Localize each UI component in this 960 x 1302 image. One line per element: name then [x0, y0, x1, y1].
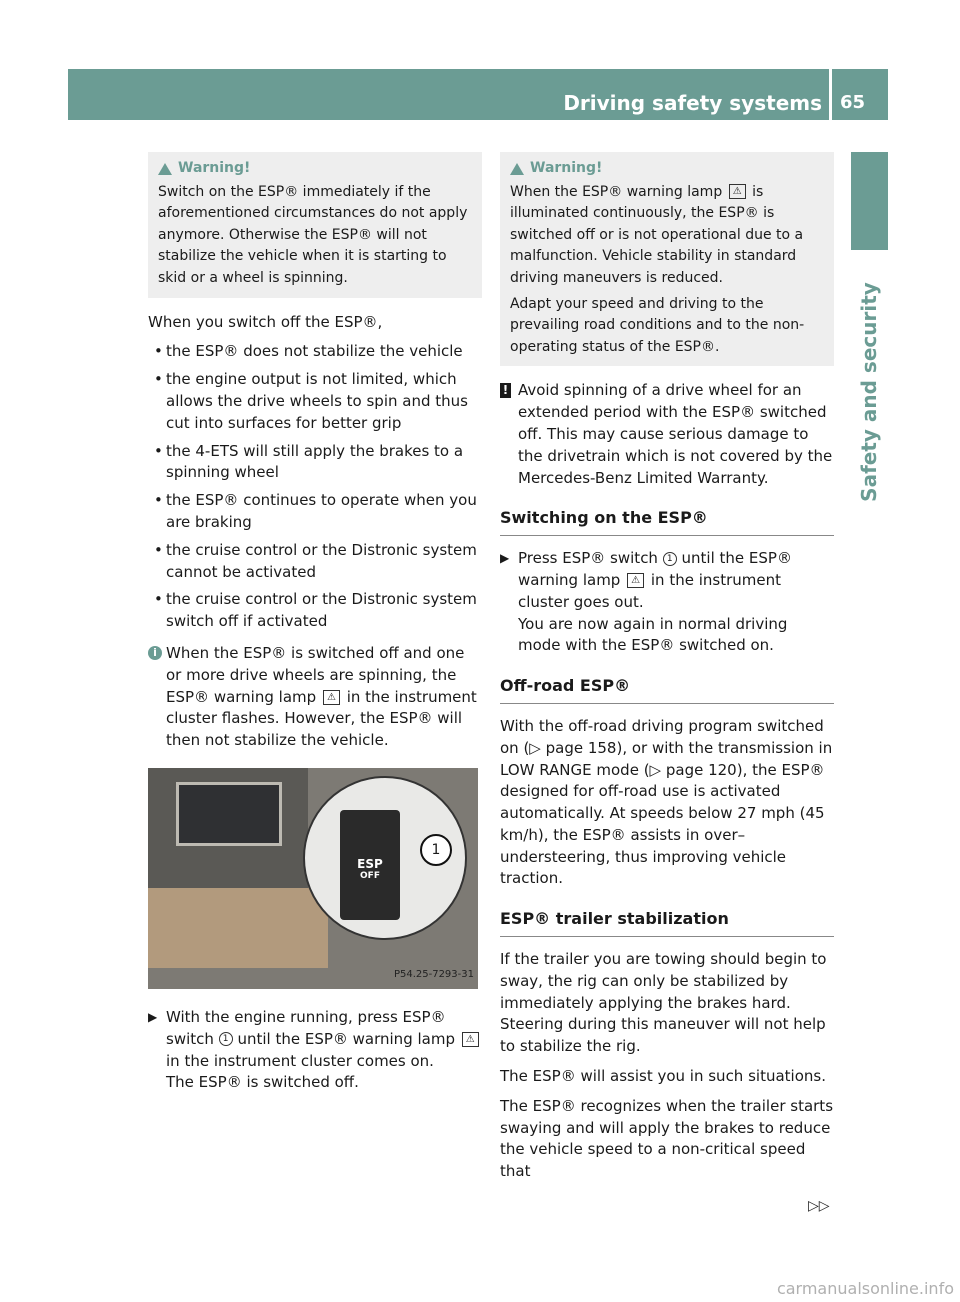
- list-item: • the cruise control or the Distronic system switch off if activated: [154, 590, 477, 631]
- warning-text-b: is illuminated continuously, the ESP® is switched off or is not operational due to a malfunction. Vehicle stability in standard driving maneuvers is reduced.: [510, 183, 804, 286]
- info-note: [148, 643, 482, 752]
- list-item: • the ESP® continues to operate when you are braking: [154, 491, 477, 531]
- step-text-cont: until the ESP® warning lamp: [518, 549, 792, 589]
- skid-warning-icon: ⚠: [729, 184, 746, 199]
- trailer-paragraph: If the trailer you are towing should begin to sway, the rig can only be stabilized by immediately applying the brakes hard. Steering during this maneuver will not help to stabilize the rig.: [500, 950, 827, 1056]
- list-item-text: the ESP® does not stabilize the vehicle: [166, 342, 463, 361]
- step-arrow-icon: ▶: [500, 551, 510, 566]
- list-item: • the engine output is not limited, which allows the drive wheels to spin and thus cut into surfaces for better grip: [154, 370, 468, 432]
- heading-switch-on: Switching on the ESP®: [500, 507, 834, 536]
- step-result: You are now again in normal driving mode with the ESP® switched on.: [518, 614, 788, 655]
- warning-text-2: Adapt your speed and driving to the prevailing road conditions and to the non-operating status of the ESP®.: [510, 295, 805, 355]
- intro-text: When you switch off the ESP®,: [148, 312, 383, 331]
- side-label: [851, 252, 888, 532]
- skid-warning-icon: ⚠: [323, 690, 340, 705]
- callout-1-icon: 1: [219, 1032, 233, 1046]
- warning-heading: [158, 158, 472, 180]
- warning-heading: [510, 158, 824, 180]
- esp-switch-photo: [148, 768, 478, 989]
- list-item-text: the 4-ETS will still apply the brakes to a spinning wheel: [166, 441, 464, 482]
- esp-key-label: [353, 858, 387, 882]
- watermark: carmanualsonline.info: [776, 1279, 954, 1298]
- warning-triangle-icon: [158, 163, 172, 175]
- info-icon: i: [148, 646, 162, 660]
- heading-offroad: Off-road ESP®: [500, 675, 834, 704]
- warning-title: Warning!: [178, 160, 251, 176]
- skid-warning-icon: ⚠: [462, 1032, 479, 1047]
- callout-1: 1: [420, 834, 452, 866]
- exclamation-icon: !: [500, 383, 511, 398]
- photo-code: P54.25-7293-31: [393, 969, 474, 981]
- list-item: • the 4-ETS will still apply the brakes to a spinning wheel: [154, 441, 464, 482]
- note-text: Avoid spinning of a drive wheel for an extended period with the ESP® switched off. This may cause serious damage to the drivetrain which is not covered by the Mercedes-Benz Limited Warranty.: [518, 381, 833, 487]
- side-tab: [851, 152, 888, 250]
- info-text: When the ESP® is switched off and one or more drive wheels are spinning, the ESP® warning lamp: [166, 643, 465, 706]
- offroad-text: With the off-road driving program switched on (▷ page 158), or with the transmission in LOW RANGE mode (▷ page 120), the ESP® designed for off-road use is activated automatically. At speeds below 27 mph (45 km/h), the ESP® assists in over– understeering, thus improving vehicle traction.: [500, 716, 833, 888]
- chapter-label: Safety and security: [857, 282, 881, 502]
- warning-triangle-icon: [510, 163, 524, 175]
- list-item-text: the cruise control or the Distronic system switch off if activated: [166, 590, 477, 631]
- callout-1-icon: 1: [663, 552, 677, 566]
- damage-note: [500, 380, 834, 489]
- wood-trim: [148, 888, 328, 968]
- instruction-step: [500, 548, 834, 657]
- heading-trailer: ESP® trailer stabilization: [500, 908, 834, 937]
- list-item: • the ESP® does not stabilize the vehicle: [154, 342, 463, 361]
- step-result: The ESP® is switched off.: [166, 1073, 359, 1092]
- off-label: OFF: [360, 870, 380, 881]
- trailer-paragraph: The ESP® recognizes when the trailer starts swaying and will apply the brakes to reduce the vehicle speed to a non-critical speed that: [500, 1096, 834, 1181]
- step-text: Press ESP® switch: [518, 549, 658, 568]
- header-separator: [829, 69, 832, 120]
- warning-box: [148, 152, 482, 298]
- step-text-end: in the instrument cluster comes on.: [166, 1051, 434, 1070]
- trailer-paragraph: The ESP® will assist you in such situations.: [500, 1067, 826, 1086]
- list-item-text: the cruise control or the Distronic system cannot be activated: [166, 540, 477, 581]
- list-item: • the cruise control or the Distronic system cannot be activated: [154, 540, 477, 581]
- warning-title: Warning!: [530, 160, 603, 176]
- left-column: [148, 152, 482, 1100]
- skid-warning-icon: ⚠: [627, 573, 644, 588]
- right-column: [500, 152, 834, 1191]
- info-text-cont: in the instrument cluster flashes. However, the ESP® will then not stabilize the vehicle.: [166, 687, 477, 750]
- warning-text-a: When the ESP® warning lamp: [510, 183, 723, 200]
- step-arrow-icon: ▶: [148, 1009, 158, 1024]
- display-screen: [176, 782, 282, 846]
- warning-text: Switch on the ESP® immediately if the aforementioned circumstances do not apply anymore. Otherwise the ESP® will not stabilize the vehicle when it is starting to skid or a wheel is spinning.: [158, 183, 468, 286]
- list-item-text: the engine output is not limited, which allows the drive wheels to spin and thus cut into surfaces for better grip: [166, 370, 468, 432]
- instruction-step: [148, 1007, 482, 1094]
- esp-label: ESP: [357, 856, 383, 871]
- step-text: With the engine running, press ESP® switch: [166, 1007, 446, 1048]
- page-number: 65: [840, 92, 866, 113]
- warning-box: [500, 152, 834, 366]
- continue-marker: ▷▷: [808, 1198, 830, 1214]
- section-title: Driving safety systems: [563, 91, 822, 115]
- list-item-text: the ESP® continues to operate when you are braking: [166, 491, 477, 531]
- step-text-cont: until the ESP® warning lamp: [237, 1029, 455, 1048]
- step-text-end: in the instrument cluster goes out.: [518, 570, 781, 611]
- warning-text: [510, 182, 824, 290]
